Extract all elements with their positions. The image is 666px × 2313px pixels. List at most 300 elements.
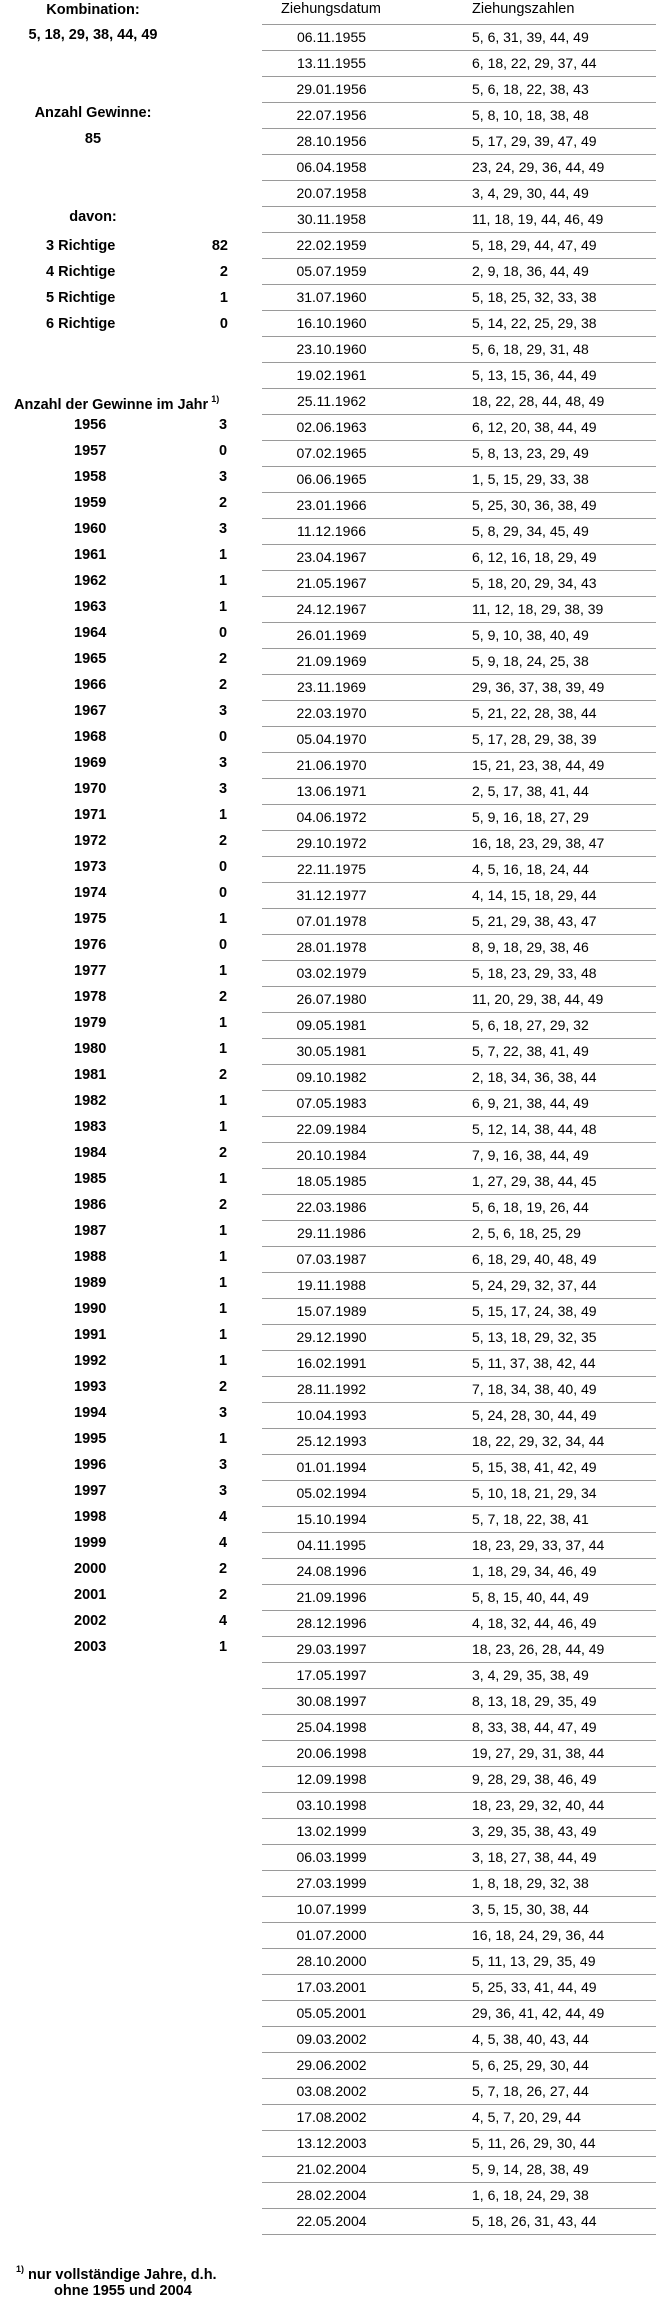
draw-date: 09.03.2002 [296, 2031, 367, 2047]
draw-date: 24.08.1996 [296, 1563, 367, 1579]
draw-date: 13.02.1999 [296, 1823, 367, 1839]
year-count: 1 [219, 1275, 228, 1291]
year-row [0, 1296, 260, 1322]
year-count: 0 [219, 729, 228, 745]
draw-numbers: 7, 18, 34, 38, 40, 49 [472, 1381, 597, 1397]
draw-date: 06.11.1955 [296, 29, 367, 45]
draw-date: 06.06.1965 [296, 471, 367, 487]
draw-date: 07.01.1978 [296, 913, 367, 929]
davon-row-value: 1 [219, 290, 228, 306]
year-row [0, 1556, 260, 1582]
draw-date: 22.11.1975 [296, 861, 367, 877]
year-value: 1980 [74, 1041, 107, 1057]
draw-date: 09.10.1982 [296, 1069, 367, 1085]
draw-numbers: 5, 9, 14, 28, 38, 49 [472, 2161, 589, 2177]
year-count: 1 [219, 1327, 228, 1343]
year-row [0, 516, 260, 542]
year-count: 1 [219, 807, 228, 823]
year-value: 1993 [74, 1379, 107, 1395]
table-row [262, 857, 656, 883]
table-row [262, 77, 656, 103]
draw-numbers: 7, 9, 16, 38, 44, 49 [472, 1147, 589, 1163]
year-row [0, 620, 260, 646]
footnote-text-1: nur vollständige Jahre, d.h. [28, 2267, 217, 2283]
draw-numbers: 5, 8, 13, 23, 29, 49 [472, 445, 589, 461]
year-row [0, 672, 260, 698]
year-value: 1989 [74, 1275, 107, 1291]
davon-label: davon: [69, 209, 117, 225]
year-row [0, 750, 260, 776]
table-row [262, 2027, 656, 2053]
draw-date: 21.02.2004 [296, 2161, 367, 2177]
draw-numbers: 18, 22, 28, 44, 48, 49 [472, 393, 605, 409]
draw-date: 23.04.1967 [296, 549, 367, 565]
draw-numbers: 19, 27, 29, 31, 38, 44 [472, 1745, 605, 1761]
year-count: 3 [219, 521, 228, 537]
draw-date: 16.10.1960 [296, 315, 367, 331]
draw-date: 03.10.1998 [296, 1797, 367, 1813]
draw-numbers: 5, 21, 22, 28, 38, 44 [472, 705, 597, 721]
table-row [262, 493, 656, 519]
draw-numbers: 6, 12, 20, 38, 44, 49 [472, 419, 597, 435]
year-row [0, 828, 260, 854]
year-count: 4 [219, 1535, 228, 1551]
year-value: 1968 [74, 729, 107, 745]
draw-numbers: 5, 6, 18, 19, 26, 44 [472, 1199, 589, 1215]
footnote-mark: 1) [211, 394, 220, 404]
table-row [262, 805, 656, 831]
draw-numbers: 5, 24, 28, 30, 44, 49 [472, 1407, 597, 1423]
draw-numbers: 4, 5, 38, 40, 43, 44 [472, 2031, 589, 2047]
draw-numbers: 5, 7, 18, 26, 27, 44 [472, 2083, 589, 2099]
year-count: 1 [219, 573, 228, 589]
draw-date: 16.02.1991 [296, 1355, 367, 1371]
draw-date: 03.02.1979 [296, 965, 367, 981]
draw-date: 19.02.1961 [296, 367, 367, 383]
kombination-label: Kombination: [46, 2, 140, 18]
table-row [262, 883, 656, 909]
year-row [0, 646, 260, 672]
draw-numbers: 11, 18, 19, 44, 46, 49 [472, 211, 604, 227]
draw-numbers: 5, 8, 15, 40, 44, 49 [472, 1589, 589, 1605]
year-value: 1969 [74, 755, 107, 771]
davon-row [0, 311, 260, 337]
year-count: 1 [219, 1431, 228, 1447]
draw-date: 25.04.1998 [296, 1719, 367, 1735]
year-value: 1956 [74, 417, 107, 433]
year-value: 1987 [74, 1223, 107, 1239]
year-value: 1975 [74, 911, 107, 927]
draw-date: 23.01.1966 [296, 497, 367, 513]
draw-numbers: 18, 22, 29, 32, 34, 44 [472, 1433, 605, 1449]
year-value: 1983 [74, 1119, 107, 1135]
year-row [0, 1244, 260, 1270]
draw-numbers: 5, 11, 26, 29, 30, 44 [472, 2135, 596, 2151]
table-row [262, 2183, 656, 2209]
draw-date: 05.05.2001 [296, 2005, 367, 2021]
draw-numbers: 3, 4, 29, 30, 44, 49 [472, 185, 589, 201]
year-row [0, 1634, 260, 1660]
draw-date: 10.07.1999 [296, 1901, 367, 1917]
year-row [0, 594, 260, 620]
draw-date: 22.07.1956 [296, 107, 367, 123]
year-count: 1 [219, 1223, 228, 1239]
year-value: 1986 [74, 1197, 107, 1213]
year-count: 2 [219, 677, 228, 693]
draw-numbers: 16, 18, 23, 29, 38, 47 [472, 835, 605, 851]
year-count: 3 [219, 755, 228, 771]
draw-numbers: 15, 21, 23, 38, 44, 49 [472, 757, 605, 773]
draw-date: 06.03.1999 [296, 1849, 367, 1865]
table-row [262, 285, 656, 311]
table-row [262, 753, 656, 779]
table-row [262, 1247, 656, 1273]
draw-date: 15.10.1994 [296, 1511, 367, 1527]
table-row [262, 701, 656, 727]
table-row [262, 1195, 656, 1221]
draw-numbers: 5, 7, 18, 22, 38, 41 [472, 1511, 589, 1527]
table-row [262, 1689, 656, 1715]
year-row [0, 1530, 260, 1556]
draw-numbers: 9, 28, 29, 38, 46, 49 [472, 1771, 597, 1787]
year-row [0, 880, 260, 906]
table-row [262, 1351, 656, 1377]
draw-numbers: 1, 8, 18, 29, 32, 38 [472, 1875, 589, 1891]
table-row [262, 1819, 656, 1845]
table-row [262, 831, 656, 857]
draw-date: 21.05.1967 [296, 575, 367, 591]
year-row [0, 412, 260, 438]
year-row [0, 1608, 260, 1634]
draw-date: 22.09.1984 [296, 1121, 367, 1137]
draw-date: 13.06.1971 [296, 783, 367, 799]
year-count: 1 [219, 1041, 228, 1057]
draw-date: 01.01.1994 [296, 1459, 367, 1475]
table-row [262, 103, 656, 129]
year-count: 2 [219, 651, 228, 667]
draw-numbers: 2, 18, 34, 36, 38, 44 [472, 1069, 597, 1085]
draw-numbers: 6, 9, 21, 38, 44, 49 [472, 1095, 589, 1111]
table-row [262, 987, 656, 1013]
year-value: 1963 [74, 599, 107, 615]
davon-row-value: 82 [211, 238, 228, 254]
year-count: 0 [219, 885, 228, 901]
draw-numbers: 4, 18, 32, 44, 46, 49 [472, 1615, 597, 1631]
draw-date: 07.05.1983 [296, 1095, 367, 1111]
year-value: 1994 [74, 1405, 107, 1421]
draw-numbers: 1, 5, 15, 29, 33, 38 [472, 471, 589, 487]
table-row [262, 1455, 656, 1481]
draw-numbers: 5, 11, 37, 38, 42, 44 [472, 1355, 596, 1371]
footnote-line-2: ohne 1955 und 2004 [54, 2283, 192, 2299]
draw-date: 07.02.1965 [296, 445, 367, 461]
table-row [262, 441, 656, 467]
draw-numbers: 5, 7, 22, 38, 41, 49 [472, 1043, 589, 1059]
year-value: 1988 [74, 1249, 107, 1265]
year-count: 3 [219, 703, 228, 719]
year-row [0, 854, 260, 880]
year-row [0, 490, 260, 516]
draw-date: 04.06.1972 [296, 809, 367, 825]
footnote-mark: 1) [16, 2264, 25, 2274]
table-row [262, 467, 656, 493]
draw-numbers: 5, 12, 14, 38, 44, 48 [472, 1121, 597, 1137]
table-row [262, 259, 656, 285]
year-value: 1964 [74, 625, 107, 641]
year-row [0, 438, 260, 464]
year-row [0, 724, 260, 750]
draw-numbers: 5, 6, 31, 39, 44, 49 [472, 29, 589, 45]
draw-numbers: 18, 23, 29, 33, 37, 44 [472, 1537, 605, 1553]
year-count: 2 [219, 1379, 228, 1395]
draw-numbers: 5, 6, 18, 29, 31, 48 [472, 341, 589, 357]
year-row [0, 776, 260, 802]
table-row [262, 415, 656, 441]
gewinne-pro-jahr-label-text: Anzahl der Gewinne im Jahr [14, 397, 209, 413]
draw-numbers: 4, 5, 7, 20, 29, 44 [472, 2109, 581, 2125]
table-row [262, 623, 656, 649]
davon-row-value: 2 [219, 264, 228, 280]
year-count: 1 [219, 963, 228, 979]
draw-date: 23.10.1960 [296, 341, 367, 357]
draw-date: 27.03.1999 [296, 1875, 367, 1891]
year-row [0, 1322, 260, 1348]
draw-numbers: 18, 23, 29, 32, 40, 44 [472, 1797, 605, 1813]
draw-date: 04.11.1995 [296, 1537, 367, 1553]
draw-date: 17.05.1997 [296, 1667, 367, 1683]
footnote-line-1 [16, 2260, 217, 2284]
table-row [262, 675, 656, 701]
draw-date: 22.02.1959 [296, 237, 367, 253]
year-value: 1965 [74, 651, 107, 667]
draw-numbers: 2, 9, 18, 36, 44, 49 [472, 263, 589, 279]
table-row [262, 519, 656, 545]
draw-numbers: 5, 8, 29, 34, 45, 49 [472, 523, 589, 539]
year-value: 2003 [74, 1639, 107, 1655]
draw-numbers: 5, 25, 30, 36, 38, 49 [472, 497, 597, 513]
draw-date: 12.09.1998 [296, 1771, 367, 1787]
anzahl-gewinne-value: 85 [84, 131, 102, 147]
year-value: 1992 [74, 1353, 107, 1369]
draw-date: 29.06.2002 [296, 2057, 367, 2073]
table-row [262, 1741, 656, 1767]
year-row [0, 1374, 260, 1400]
draw-numbers: 3, 18, 27, 38, 44, 49 [472, 1849, 597, 1865]
year-row [0, 1348, 260, 1374]
year-row [0, 568, 260, 594]
table-row [262, 1923, 656, 1949]
draw-date: 05.07.1959 [296, 263, 367, 279]
year-row [0, 1036, 260, 1062]
year-count: 0 [219, 443, 228, 459]
year-row [0, 1062, 260, 1088]
table-row [262, 2079, 656, 2105]
year-count: 3 [219, 469, 228, 485]
year-value: 2002 [74, 1613, 107, 1629]
draw-date: 28.10.2000 [296, 1953, 367, 1969]
draw-numbers: 16, 18, 24, 29, 36, 44 [472, 1927, 605, 1943]
year-row [0, 906, 260, 932]
table-row [262, 1117, 656, 1143]
draw-numbers: 5, 9, 18, 24, 25, 38 [472, 653, 589, 669]
draw-date: 30.11.1958 [296, 211, 367, 227]
draw-numbers: 5, 9, 16, 18, 27, 29 [472, 809, 589, 825]
table-row [262, 2053, 656, 2079]
draw-date: 13.12.2003 [296, 2135, 367, 2151]
draw-date: 25.11.1962 [296, 393, 367, 409]
table-row [262, 727, 656, 753]
draw-numbers: 5, 13, 15, 36, 44, 49 [472, 367, 597, 383]
draw-date: 06.04.1958 [296, 159, 367, 175]
draw-numbers: 2, 5, 6, 18, 25, 29 [472, 1225, 581, 1241]
draw-numbers: 4, 14, 15, 18, 29, 44 [472, 887, 597, 903]
draw-date: 29.11.1986 [296, 1225, 367, 1241]
year-count: 2 [219, 1587, 228, 1603]
draw-numbers: 2, 5, 17, 38, 41, 44 [472, 783, 589, 799]
draw-date: 15.07.1989 [296, 1303, 367, 1319]
table-row [262, 909, 656, 935]
year-count: 2 [219, 495, 228, 511]
draw-date: 21.09.1996 [296, 1589, 367, 1605]
draw-numbers: 5, 6, 18, 22, 38, 43 [472, 81, 589, 97]
draw-numbers: 8, 13, 18, 29, 35, 49 [472, 1693, 597, 1709]
year-count: 1 [219, 1301, 228, 1317]
draw-date: 22.03.1970 [296, 705, 367, 721]
draw-numbers: 5, 11, 13, 29, 35, 49 [472, 1953, 596, 1969]
draw-date: 22.05.2004 [296, 2213, 367, 2229]
davon-row-label: 4 Richtige [46, 264, 116, 280]
draw-numbers: 23, 24, 29, 36, 44, 49 [472, 159, 605, 175]
table-row [262, 25, 656, 51]
year-count: 2 [219, 1561, 228, 1577]
table-row [262, 155, 656, 181]
table-row [262, 2131, 656, 2157]
year-value: 1960 [74, 521, 107, 537]
draw-numbers: 5, 24, 29, 32, 37, 44 [472, 1277, 597, 1293]
table-row [262, 2157, 656, 2183]
anzahl-gewinne-label: Anzahl Gewinne: [34, 105, 152, 121]
year-row [0, 802, 260, 828]
year-row [0, 1192, 260, 1218]
table-row [262, 181, 656, 207]
year-count: 0 [219, 937, 228, 953]
year-row [0, 1140, 260, 1166]
draw-date: 09.05.1981 [296, 1017, 367, 1033]
draw-date: 13.11.1955 [296, 55, 367, 71]
year-value: 1978 [74, 989, 107, 1005]
year-row [0, 1504, 260, 1530]
table-row [262, 129, 656, 155]
table-row [262, 311, 656, 337]
year-count: 2 [219, 989, 228, 1005]
draw-date: 25.12.1993 [296, 1433, 367, 1449]
table-row [262, 1559, 656, 1585]
year-row [0, 1452, 260, 1478]
draw-numbers: 5, 18, 26, 31, 43, 44 [472, 2213, 597, 2229]
draw-numbers: 8, 9, 18, 29, 38, 46 [472, 939, 589, 955]
draw-numbers: 11, 12, 18, 29, 38, 39 [472, 601, 604, 617]
draw-date: 23.11.1969 [296, 679, 367, 695]
year-count: 2 [219, 1067, 228, 1083]
year-count: 1 [219, 1093, 228, 1109]
year-row [0, 1426, 260, 1452]
year-count: 3 [219, 1405, 228, 1421]
year-value: 1991 [74, 1327, 107, 1343]
table-row [262, 545, 656, 571]
year-value: 1974 [74, 885, 107, 901]
draw-date: 20.07.1958 [296, 185, 367, 201]
draw-date: 05.04.1970 [296, 731, 367, 747]
draw-date: 29.10.1972 [296, 835, 367, 851]
table-row [262, 961, 656, 987]
davon-row-label: 5 Richtige [46, 290, 116, 306]
year-value: 1977 [74, 963, 107, 979]
draw-numbers: 5, 13, 18, 29, 32, 35 [472, 1329, 597, 1345]
year-value: 1998 [74, 1509, 107, 1525]
draw-date: 30.08.1997 [296, 1693, 367, 1709]
table-row [262, 1845, 656, 1871]
draw-numbers: 18, 23, 26, 28, 44, 49 [472, 1641, 605, 1657]
table-row [262, 1481, 656, 1507]
year-value: 1971 [74, 807, 107, 823]
table-row [262, 597, 656, 623]
year-value: 1966 [74, 677, 107, 693]
draw-date: 29.12.1990 [296, 1329, 367, 1345]
year-value: 1972 [74, 833, 107, 849]
draw-date: 20.06.1998 [296, 1745, 367, 1761]
davon-row [0, 285, 260, 311]
year-value: 1990 [74, 1301, 107, 1317]
year-count: 1 [219, 1119, 228, 1135]
draw-numbers: 3, 4, 29, 35, 38, 49 [472, 1667, 589, 1683]
draw-numbers: 5, 18, 29, 44, 47, 49 [472, 237, 597, 253]
year-count: 1 [219, 911, 228, 927]
draw-date: 21.06.1970 [296, 757, 367, 773]
kombination-value: 5, 18, 29, 38, 44, 49 [28, 27, 158, 43]
draw-numbers: 6, 18, 29, 40, 48, 49 [472, 1251, 597, 1267]
draw-numbers: 5, 18, 23, 29, 33, 48 [472, 965, 597, 981]
table-row [262, 1013, 656, 1039]
draw-date: 28.01.1978 [296, 939, 367, 955]
year-row [0, 542, 260, 568]
davon-row-label: 6 Richtige [46, 316, 116, 332]
draw-numbers: 29, 36, 41, 42, 44, 49 [472, 2005, 605, 2021]
year-row [0, 1478, 260, 1504]
draw-numbers: 4, 5, 16, 18, 24, 44 [472, 861, 589, 877]
year-row [0, 1166, 260, 1192]
draw-numbers: 11, 20, 29, 38, 44, 49 [472, 991, 604, 1007]
table-row [262, 779, 656, 805]
draw-date: 28.02.2004 [296, 2187, 367, 2203]
year-row [0, 1218, 260, 1244]
table-row [262, 1143, 656, 1169]
draw-numbers: 5, 17, 28, 29, 38, 39 [472, 731, 597, 747]
year-count: 3 [219, 417, 228, 433]
table-row [262, 1273, 656, 1299]
year-row [0, 698, 260, 724]
draw-date: 26.01.1969 [296, 627, 367, 643]
draw-date: 22.03.1986 [296, 1199, 367, 1215]
draw-numbers: 5, 14, 22, 25, 29, 38 [472, 315, 597, 331]
table-row [262, 1533, 656, 1559]
column-header-ziehungszahlen: Ziehungszahlen [472, 1, 575, 17]
year-value: 1976 [74, 937, 107, 953]
year-row [0, 1088, 260, 1114]
draw-numbers: 5, 17, 29, 39, 47, 49 [472, 133, 597, 149]
table-row [262, 1065, 656, 1091]
year-value: 2001 [74, 1587, 107, 1603]
table-row [262, 1169, 656, 1195]
